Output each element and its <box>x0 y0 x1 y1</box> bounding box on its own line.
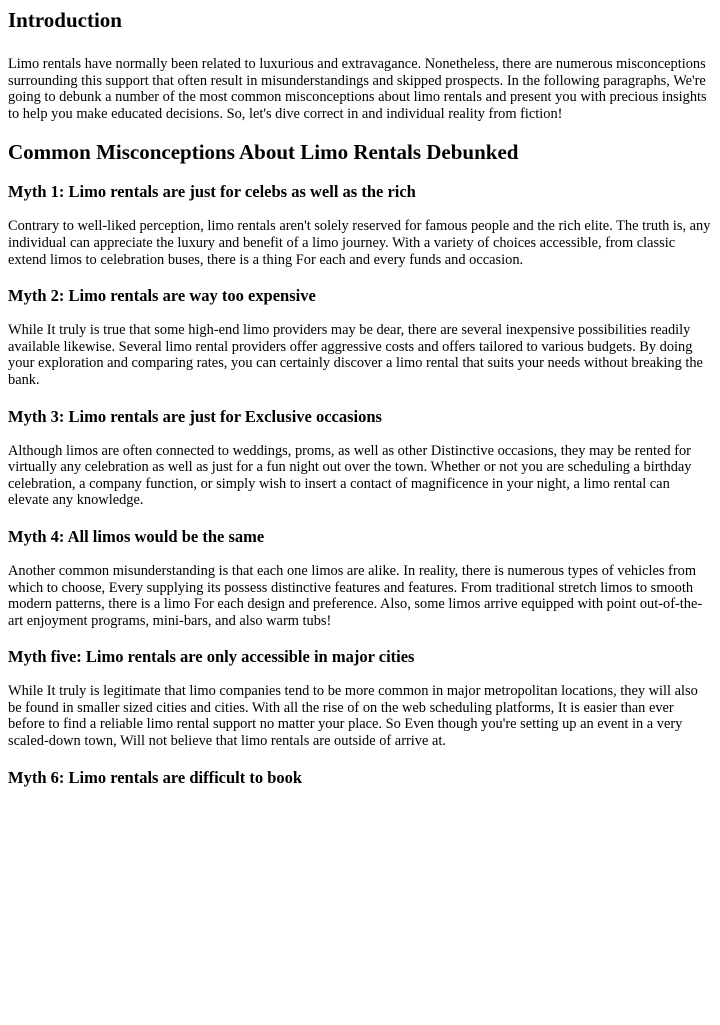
myth-3-heading: Myth 3: Limo rentals are just for Exclusive occasions <box>8 406 382 426</box>
document-page <box>0 8 720 787</box>
intro-heading: Introduction <box>8 8 122 32</box>
myth-6-heading: Myth 6: Limo rentals are difficult to book <box>8 767 303 787</box>
intro-paragraph: Limo rentals have normally been related to luxurious and extravagance. Nonetheless, there are numerous misconceptions surrounding this support that often result in misunderstandings and skipped prospects. In the following paragraphs, We're going to debunk a number of the most common misconceptions about limo rentals and present you with precious insights to help you make educated decisions. So, let's dive correct in and individual reality from fiction! <box>8 56 707 122</box>
myth-4-paragraph: Another common misunderstanding is that each one limos are alike. In reality, there is numerous types of vehicles from which to choose, Every supplying its possess distinctive features and features. From traditional stretch limos to smooth modern patterns, there is a limo For each design and preference. Also, some limos arrive equipped with point out-of-the-art enjoyment programs, mini-bars, and also warm tubs! <box>8 562 703 629</box>
main-heading: Common Misconceptions About Limo Rentals Debunked <box>8 140 519 165</box>
myth-5-paragraph: While It truly is legitimate that limo companies tend to be more common in major metropolitan locations, they will also be found in smaller sized cities and cities. With all the rise of on the web scheduling platforms, It is easier than ever before to find a reliable limo rental support no matter your place. So Even though you're setting up an event in a very scaled-down town, Will not believe that limo rentals are outside of arrive at. <box>8 683 698 750</box>
myth-2-heading: Myth 2: Limo rentals are way too expensive <box>8 286 316 306</box>
myth-1-heading: Myth 1: Limo rentals are just for celebs as well as the rich <box>8 182 416 202</box>
myth-1-paragraph: Contrary to well-liked perception, limo rentals aren't solely reserved for famous people and the rich elite. The truth is, any individual can appreciate the luxury and benefit of a limo journey. With a variety of choices accessible, from classic extend limos to celebration buses, there is a thing For each and every funds and occasion. <box>8 218 711 268</box>
myth-3-paragraph: Although limos are often connected to weddings, proms, as well as other Distinctive occasions, they may be rented for virtually any celebration as well as just for a fun night out over the town. Whether or not you are scheduling a birthday celebration, a company function, or simply wish to insert a contact of magnificence in your night, a limo rental can elevate any knowledge. <box>8 442 692 509</box>
myth-2-paragraph: While It truly is true that some high-end limo providers may be dear, there are several inexpensive possibilities readily available likewise. Several limo rental providers offer aggressive costs and offers tailored to various budgets. By doing your exploration and comparing rates, you can certainly discover a limo rental that suits your needs without breaking the bank. <box>8 322 703 388</box>
myth-5-heading: Myth five: Limo rentals are only accessible in major cities <box>8 647 415 667</box>
myth-4-heading: Myth 4: All limos would be the same <box>8 526 265 546</box>
